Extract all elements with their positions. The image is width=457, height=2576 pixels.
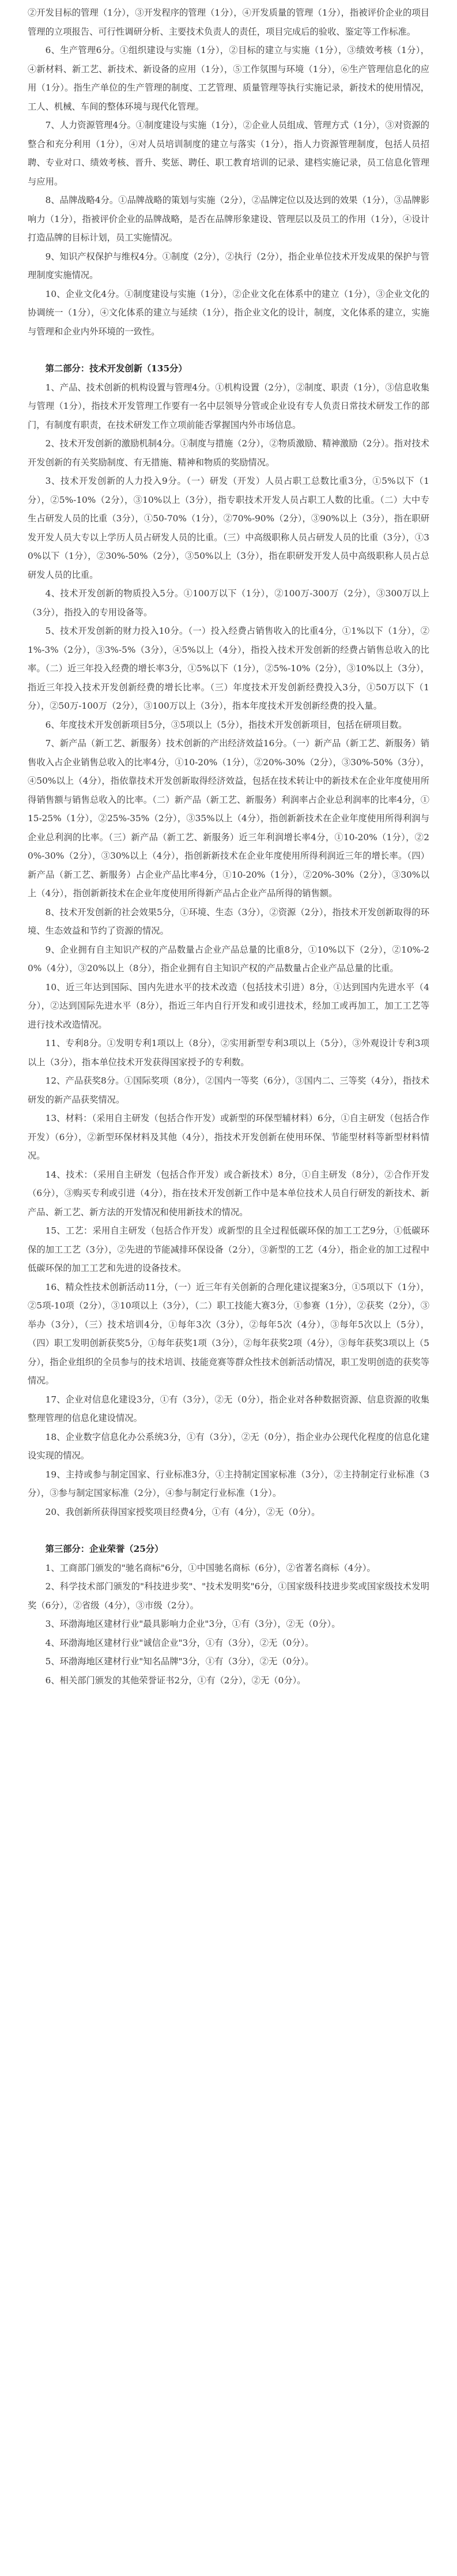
part1-paragraph: ②开发目标的管理（1分），③开发程序的管理（1分），④开发质量的管理（1分），指被评价企业的项目管理的立项报告、可行性调研分析、主要技术负责人的责任，项目完成后的验收、鉴定等工作标准。 — [28, 7, 429, 37]
part3-paragraph: 6、相关部门颁发的其他荣誉证书2分，①有（2分），②无（0分）。 — [45, 1675, 306, 1686]
part1-paragraph: 9、知识产权保护与维权4分。①制度（2分），②执行（2分），指企业单位技术开发成果的保护与管理制度实施情况。 — [28, 251, 429, 280]
part3-paragraph: 2、科学技术部门颁发的"科技进步奖"、"技术发明奖"6分，①国家级科技进步奖或国家级技术发明奖（6分），②省级（4分），③市级（2分）。 — [28, 1581, 429, 1611]
part1-paragraph: 6、生产管理6分。①组织建设与实施（1分），②目标的建立与实施（1分），③绩效考核（1分），④新材料、新工艺、新技术、新设备的应用（1分），⑤工作氛围与环境（1分），⑥生产管理信息化的应用（1分）。指生产单位的生产管理的制度、工艺管理、质量管理等执行实施记录，新技术的使用情况，工人、机械、车间的整体环境与现代化管理。 — [28, 45, 429, 112]
part2-paragraph: 4、技术开发创新的物质投入5分。①100万以下（1分），②100万-300万（2分），③300万以上（3分），指投入的专用设备等。 — [28, 588, 429, 618]
part2-paragraph: 3、技术开发创新的人力投入9分。（一）研发（开发）人员占职工总数比重3分，①5%以下（1分），②5%-10%（2分），③10%以上（3分），指专职技术开发人员占职工人数的比重。（二）大中专生占研发人员的比重（3分），①50-70%（1分），②70%-90%（2分），③90%以上（3分），指在职研发开发人员大专以上学历人员占研发人员的比重。（三）中高级职称人员占研发人员的比重（3分），①30%以下（1分），②30%-50%（2分），③50%以上（3分），指在职研发开发人员中高级职称人员占总研发人员的比重。 — [28, 476, 429, 580]
part3-paragraph: 5、环渤海地区建材行业"知名品牌"3分，①有（3分），②无（0分）。 — [45, 1656, 314, 1667]
part1-paragraph: 10、企业文化4分。①制度建设与实施（1分），②企业文化在体系中的建立（1分），③企业文化的协调统一（1分），④文化体系的建立与延续（1分），指企业文化的设计，制度，文化体系的建立，实施与管理和企业内外环境的一致性。 — [28, 288, 429, 337]
part2-paragraph: 13、材料：（采用自主研发（包括合作开发）或新型的环保型辅材料）6分，①自主研发（包括合作开发）（6分），②新型环保材料及其他（4分），指技术开发创新在使用环保、节能型材料等新型材料情况。 — [28, 1113, 429, 1161]
part3-heading: 第三部分：企业荣誉（25分） — [45, 1544, 164, 1554]
part2-paragraph: 2、技术开发创新的激励机制4分。①制度与措施（2分），②物质激励、精神激励（2分）。指对技术开发创新的有关奖励制度、有无措施、精神和物质的奖励情况。 — [28, 438, 429, 468]
part3-section — [28, 1540, 429, 1690]
part2-paragraph: 19、主持或参与制定国家、行业标准3分，①主持制定国家标准（3分），②主持制定行业标准（3分），③参与制定国家标准（2分），④参与制定行业标准（1分）。 — [28, 1469, 429, 1498]
part2-paragraph: 14、技术：（采用自主研发（包括合作开发）或合新技术）8分，①自主研发（8分），②合作开发（6分），③购买专利或引进（4分），指在技术开发创新工作中是本单位技术人员自行研发的新技术、新产品、新工艺、新方法的开发情况和使用新技术的情况。 — [28, 1169, 429, 1217]
part3-paragraph: 4、环渤海地区建材行业"诚信企业"3分，①有（3分），②无（0分）。 — [45, 1637, 314, 1648]
part2-paragraph: 11、专利8分。①发明专利1项以上（8分），②实用新型专利3项以上（5分），③外观设计专利3项以上（3分），指本单位技术开发获得国家授予的专利数。 — [28, 1038, 429, 1067]
part3-paragraph: 3、环渤海地区建材行业"最具影响力企业"3分，①有（3分），②无（0分）。 — [45, 1619, 341, 1629]
part2-paragraph: 12、产品获奖8分。①国际奖项（8分），②国内一等奖（6分），③国内二、三等奖（4分），指技术研发的新产品获奖情况。 — [28, 1075, 429, 1105]
part2-paragraph: 5、技术开发创新的财力投入10分。（一）投入经费占销售收入的比重4分，①1%以下（1分），②1%-3%（2分），③3%-5%（3分），④5%以上（4分），指投入技术开发创新的经费占销售总收入的比率。（二）近三年投入经费的增长率3分，①5%以下（1分），②5%-10%（2分），③10%以上（3分），指近三年投入技术开发创新经费的增长比率。（三）年度技术开发创新经费投入3分，①50万以下（1分），②50万-100万（2分），③100万以上（3分），指本年度技术开发创新经费的投入量。 — [28, 626, 429, 711]
part2-section — [28, 359, 429, 1521]
part3-paragraph: 1、工商部门颁发的"驰名商标"6分，①中国驰名商标（6分），②省著名商标（4分）。 — [45, 1562, 376, 1573]
part2-paragraph: 15、工艺：采用自主研发（包括合作开发）或新型的且全过程低碳环保的加工工艺9分，①低碳环保的加工工艺（3分），②先进的节能减排环保设备（2分），③新型的工艺（4分），指企业的加工过程中低碳环保的加工工艺和先进的设备技术。 — [28, 1225, 429, 1273]
part1-paragraph: 7、人力资源管理4分。①制度建设与实施（1分），②企业人员组成、管理方式（1分），③对资源的整合和充分利用（1分），④对人员培训制度的建立与落实（1分），指人力资源管理制度，包括人员招聘、专业对口、绩效考核、晋升、奖惩、聘任、职工教育培训的记录、建档实施记录，员工信息化管理与应用。 — [28, 120, 429, 187]
section-spacer — [28, 1521, 429, 1540]
part1-paragraph: 8、品牌战略4分。①品牌战略的策划与实施（2分），②品牌定位以及达到的效果（1分），③品牌影响力（1分），指被评价企业的品牌战略，是否在品牌形象建设、管理层以及员工的作用（1分），④设计打造品牌的目标计划，员工实施情况。 — [28, 195, 429, 243]
part1-section — [28, 3, 429, 341]
part2-paragraph: 7、新产品（新工艺、新服务）技术创新的产出经济效益16分。（一）新产品（新工艺、新服务）销售收入占企业销售总收入的比率4分，①10-20%（1分），②20%-30%（2分），③30%-50%（3分），④50%以上（4分），指依靠技术开发创新取得经济效益，包括在技术转让中的新技术在企业年度使用所得销售额与销售总收入的比率。（二）新产品（新工艺、新服务）利润率占企业总利润率的比率4分，①15-25%（1分），②25%-35%（2分），③35%以上（4分），指创新新技术在企业年度使用所得利润与企业总利润的比率。（三）新产品（新工艺、新服务）近三年利润增长率4分，①10-20%（1分），②20%-30%（2分），③30%以上（4分），指创新新技术在企业年度使用所得利润近三年的增长率。（四）新产品（新工艺、新服务）占企业产品比率4分，①10-20%（1分），②20%-30%（2分），③30%以上（4分），指创新新技术在企业年度使用所得新产品占企业产品所得的销售额。 — [28, 738, 429, 898]
part2-heading: 第二部分：技术开发创新（135分） — [45, 363, 187, 374]
part2-paragraph: 17、企业对信息化建设3分，①有（3分），②无（0分），指企业对各种数据资源、信息资源的收集整理管理的信息化建设情况。 — [28, 1394, 429, 1423]
part2-paragraph: 6、年度技术开发创新项目5分，③5项以上（5分），指技术开发创新项目，包括在研项目数。 — [45, 719, 407, 730]
part2-paragraph: 9、企业拥有自主知识产权的产品数量占企业产品总量的比重8分，①10%以下（2分），②10%-20%（4分），③20%以上（8分），指企业拥有自主知识产权的产品数量占企业产品总量的比重。 — [28, 944, 429, 973]
part2-paragraph: 1、产品、技术创新的机构设置与管理4分。①机构设置（2分），②制度、职责（1分），③信息收集与管理（1分），指技术开发管理工作要有一名中层领导分管或企业设有专人负责日常技术研发工作的部门，有制度有职责，在技术研发工作立项前能否掌握国内外市场信息。 — [28, 382, 429, 430]
section-spacer — [28, 341, 429, 359]
part2-paragraph: 16、精众性技术创新活动11分，（一）近三年有关创新的合理化建议提案3分，①5项以下（1分），②5项-10项（2分），③10项以上（3分），（二）职工技能大赛3分，①参赛（1分），②获奖（2分），③举办（3分），（三）技术培训4分，①每年3次（3分），②每年5次（4分），③每年5次以上（5分），（四）职工发明创新获奖5分，①每年获奖1项（3分），②每年获奖2项（4分），③每年获奖3项以上（5分），指企业组织的全员参与的技术培训、技能竞赛等群众性技术创新活动情况，职工发明创造的获奖等情况。 — [28, 1281, 429, 1386]
part2-paragraph: 18、企业数字信息化办公系统3分，①有（3分），②无（0分），指企业办公现代化程度的信息化建设实现的情况。 — [28, 1431, 429, 1461]
part2-paragraph: 20、我创新所获得国家授奖项目经费4分，①有（4分），②无（0分）。 — [45, 1506, 320, 1517]
part2-paragraph: 8、技术开发创新的社会效果5分，①环境、生态（3分），②资源（2分），指技术开发创新取得的环境、生态效益和节约了资源的情况。 — [28, 907, 429, 936]
part2-paragraph: 10、近三年达到国际、国内先进水平的技术改造（包括技术引进）8分，①达到国内先进水平（4分），②达到国际先进水平（8分），指近三年内自行开发和或引进技术，经加工或再加工，加工工艺等进行技术改造情况。 — [28, 981, 429, 1030]
